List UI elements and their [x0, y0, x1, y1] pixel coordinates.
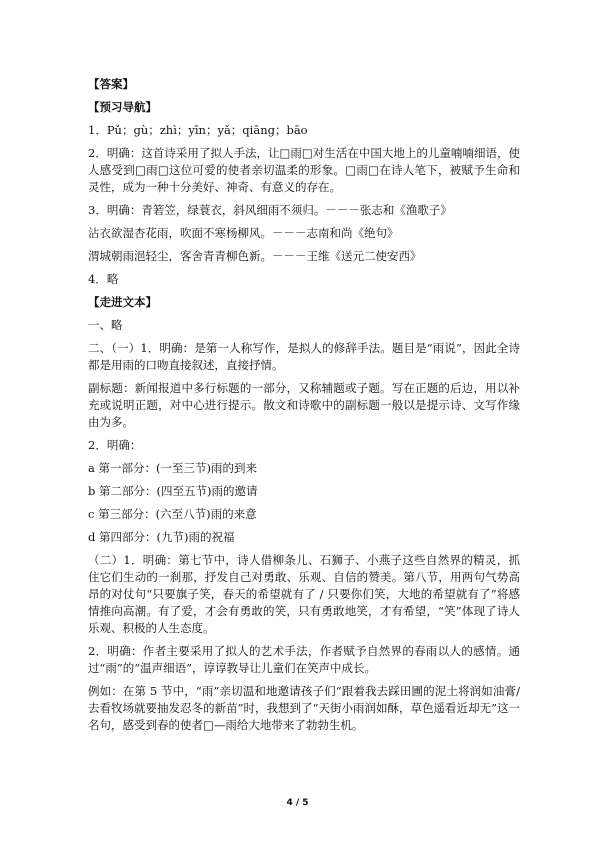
- poem-line-1: 沾衣欲湿杏花雨，吹面不寒杨柳风。－－－志南和尚《绝句》: [88, 226, 399, 240]
- text-heading: 【走进文本】: [88, 295, 157, 309]
- paragraph-2: 2．明确：这首诗采用了拟人手法，让□雨□对生活在中国大地上的儿童喃喃细语，使人感受到□雨□这位可爱的使者亲切温柔的形象。□雨□在诗人笔下，被赋予生命和灵性，成为一种十分美好、神奇、有意义的存在。: [88, 146, 520, 194]
- part-c: c 第三部分：(六至八节)雨的来意: [88, 507, 257, 521]
- part-b: b 第二部分：(四至五节)雨的邀请: [88, 484, 258, 498]
- section-2-item: 2．明确：: [88, 438, 142, 452]
- section-3: （二）1．明确：第七节中，诗人借柳条儿、石狮子、小燕子这些自然界的精灵，抓住它们生动的一刹那，抒发自己对勇敢、乐观、自信的赞美。第八节，用两句气势高昂的对仗句“只要旗子笑，春天的希望就有了 / 只要你们笑，大地的希望就有了”将感情推向高潮。有了爱，才会有勇敢的笑，只有勇敢地笑，才有希望，“笑”体现了诗人乐观、积极的人生态度。: [88, 553, 520, 635]
- paragraph-pinyin: 1．Pǔ；gù；zhì；yīn；yǎ；qiāng；bāo: [88, 123, 308, 137]
- page-number: 4 / 5: [286, 798, 309, 808]
- document-body: [88, 76, 520, 740]
- poem-line-2: 渭城朝雨浥轻尘，客舍青青柳色新。－－－王维《送元二使安西》: [88, 249, 422, 263]
- paragraph-3: 3．明确：青箬笠，绿蓑衣，斜风细雨不须归。－－－张志和《渔歌子》: [88, 203, 452, 217]
- preview-heading: 【预习导航】: [88, 100, 157, 114]
- part-d: d 第四部分：(九节)雨的祝福: [88, 530, 235, 544]
- section-4: 2．明确：作者主要采用了拟人的艺术手法，作者赋予自然界的春雨以人的感情。通过“雨”的“温声细语”，谆谆教导让儿童们在笑声中成长。: [88, 644, 520, 675]
- part-a: a 第一部分：(一至三节)雨的到来: [88, 461, 257, 475]
- section-5: 例如：在第 5 节中，“雨”亲切温和地邀请孩子们“跟着我去踩田圃的泥土将润如油膏/去看牧场就要抽发忍冬的新苗”时，我想到了“天街小雨润如酥，草色遥看近却无”这一名句，感受到春的使者□—雨给大地带来了勃勃生机。: [88, 684, 520, 732]
- section-2-subtitle: 副标题：新闻报道中多行标题的一部分，又称辅题或子题。写在正题的后边，用以补充或说明正题，对中心进行提示。散文和诗歌中的副标题一般以是提示诗、文写作缘由为多。: [88, 381, 520, 429]
- section-2: 二、（一）1．明确：是第一人称写作，是拟人的修辞手法。题目是“雨说”，因此全诗都是用雨的口吻直接叙述，直接抒情。: [88, 341, 520, 372]
- section-1: 一、略: [88, 318, 123, 332]
- answer-heading: 【答案】: [88, 77, 134, 91]
- paragraph-4: 4．略: [88, 272, 119, 286]
